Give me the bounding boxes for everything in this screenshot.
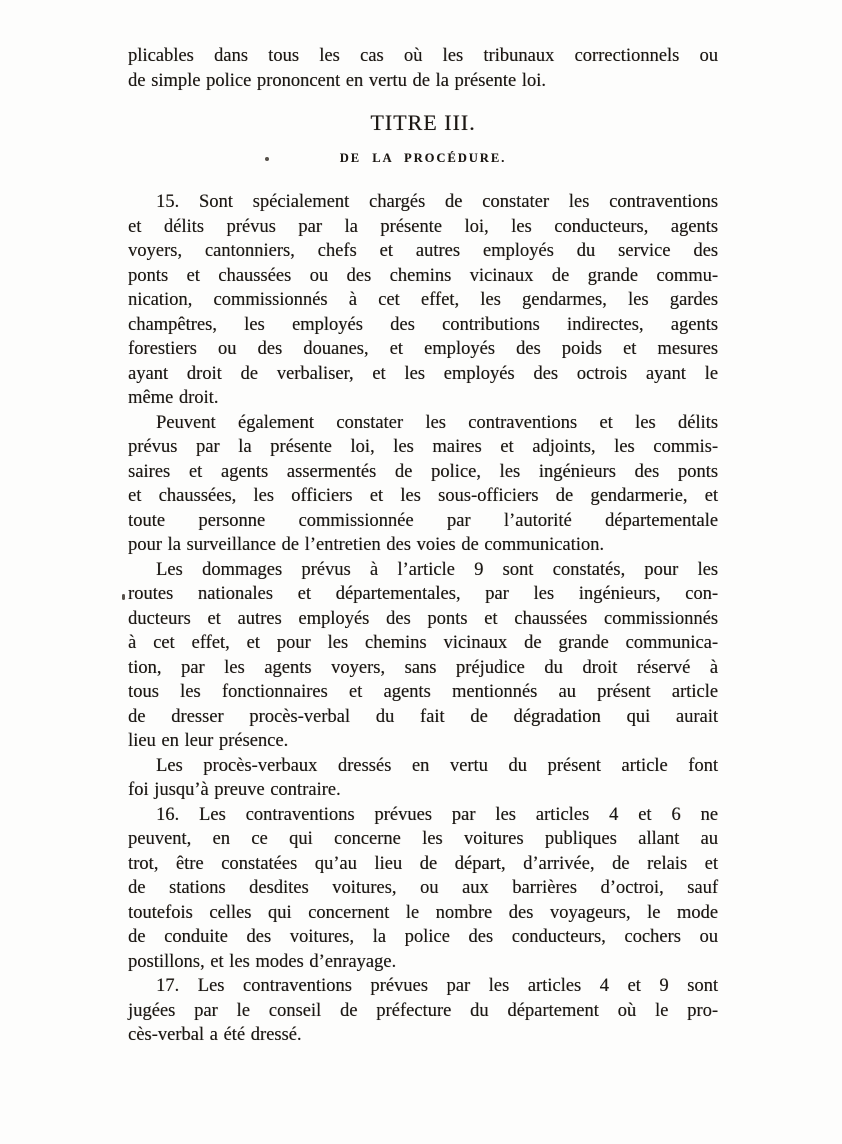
text-line: jugées par le conseil de préfecture du département où le pro- [128, 1000, 718, 1021]
text-line: trot, être constatées qu’au lieu de départ, d’arrivée, de relais et [128, 853, 718, 874]
text-line: 15. Sont spécialement chargés de constater les contraventions [156, 192, 718, 212]
paragraph-dommages [128, 558, 718, 754]
text-line: de conduite des voitures, la police des conducteurs, cochers ou [128, 927, 718, 947]
paragraph-peuvent-egalement [128, 411, 718, 558]
section-subtitle: DE LA PROCÉDURE. [339, 151, 507, 165]
paragraph-article-17 [128, 974, 718, 1048]
text-line: cès-verbal a été dressé. [128, 1025, 302, 1045]
text-line: ayant droit de verbaliser, et les employés des octrois ayant le [128, 363, 718, 384]
paragraph-article-16 [128, 803, 718, 975]
text-line: et chaussées, les officiers et les sous-officiers de gendarmerie, et [128, 486, 718, 506]
text-line: tous les fonctionnaires et agents mentionnés au présent article [128, 682, 718, 702]
text-line: prévus par la présente loi, les maires et adjoints, les commis- [128, 437, 718, 457]
ink-speck [122, 594, 125, 600]
text-line: ponts et chaussées ou des chemins vicinaux de grande commu- [128, 265, 718, 286]
text-line: Les procès-verbaux dressés en vertu du présent article font [156, 755, 718, 776]
text-line: forestiers ou des douanes, et employés des poids et mesures [128, 339, 718, 359]
text-line: peuvent, en ce qui concerne les voitures publiques allant au [128, 829, 718, 849]
text-line: et délits prévus par la présente loi, les conducteurs, agents [128, 216, 718, 237]
text-line: 17. Les contraventions prévues par les articles 4 et 9 sont [156, 976, 718, 996]
text-line: à cet effet, et pour les chemins vicinaux de grande communica- [128, 633, 718, 653]
text-line: Les dommages prévus à l’article 9 sont constatés, pour les [156, 559, 718, 580]
text-line: ducteurs et autres employés des ponts et chaussées commissionnés [128, 608, 718, 629]
paragraph-intro-continuation [128, 44, 718, 93]
text-line: champêtres, les employés des contributions indirectes, agents [128, 314, 718, 335]
text-line: toutefois celles qui concernent le nombre des voyageurs, le mode [128, 902, 718, 923]
text-line: lieu en leur présence. [128, 731, 289, 751]
text-line: de stations desdites voitures, ou aux barrières d’octroi, sauf [128, 878, 718, 898]
section-title: TITRE III. [370, 110, 476, 135]
text-column [128, 44, 718, 1048]
text-line: voyers, cantonniers, chefs et autres employés du service des [128, 241, 718, 261]
text-line: pour la surveillance de l’entretien des voies de communication. [128, 535, 604, 555]
text-line: toute personne commissionnée par l’autorité départementale [128, 510, 718, 531]
text-line: de simple police prononcent en vertu de la présente loi. [128, 70, 546, 91]
text-line: nication, commissionnés à cet effet, les gendarmes, les gardes [128, 290, 718, 310]
text-line: tion, par les agents voyers, sans préjudice du droit réservé à [128, 657, 718, 678]
text-line: de dresser procès-verbal du fait de dégradation qui aurait [128, 706, 718, 727]
text-line: postillons, et les modes d’enrayage. [128, 951, 397, 972]
paragraph-article-15 [128, 190, 718, 411]
text-line: 16. Les contraventions prévues par les articles 4 et 6 ne [156, 804, 718, 825]
text-line: saires et agents assermentés de police, les ingénieurs des ponts [128, 461, 718, 482]
paragraph-proces-verbaux [128, 754, 718, 803]
text-line: plicables dans tous les cas où les tribunaux correctionnels ou [128, 46, 718, 66]
text-line: même droit. [128, 388, 219, 408]
text-line: foi jusqu’à preuve contraire. [128, 780, 341, 800]
text-line: routes nationales et départementales, par les ingénieurs, con- [128, 584, 718, 604]
text-line: Peuvent également constater les contraventions et les délits [156, 412, 718, 433]
